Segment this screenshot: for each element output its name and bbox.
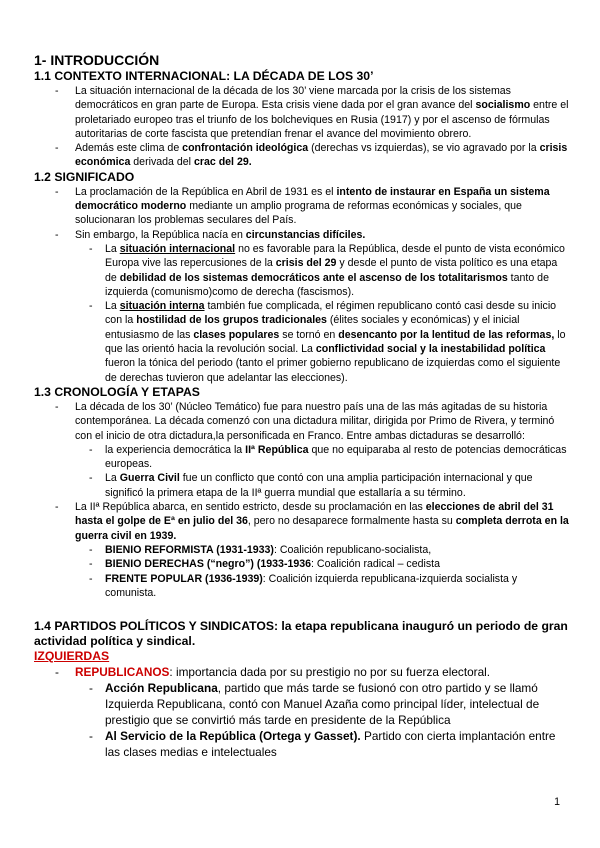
list-item: - Acción Republicana, partido que más tarde se fusionó con otro partido y se llamó Izquierda Republicana, contó con Manuel Azaña como principal líder, intelectual de prestigio que se convirtió más tarde en presidente de la República	[34, 680, 570, 728]
section-1-3-list-b	[34, 500, 570, 543]
list-item: - FRENTE POPULAR (1936-1939): Coalición izquierda republicana-izquierda socialista y comunista.	[34, 572, 570, 601]
list-item: - REPUBLICANOS: importancia dada por su prestigio no por su fuerza electoral.	[34, 664, 570, 680]
list-item: - La década de los 30’ (Núcleo Temático) fue para nuestro país una de las más agitadas de su historia contemporánea. La década comenzó con una dictadura militar, dirigida por Primo de Rivera, y terminó con el inicio de otra dictadura,la personificada en Franco. Entre ambas dictaduras se desarrolló:	[34, 400, 570, 443]
section-1-3-list	[34, 400, 570, 443]
list-item: - Además este clima de confrontación ideológica (derechas vs izquierdas), se vio agravado por la crisis económica derivada del crac del 29.	[34, 141, 570, 170]
section-heading-1-3: 1.3 CRONOLOGÍA Y ETAPAS	[34, 384, 200, 399]
list-item: - la experiencia democrática la IIª República que no equiparaba al resto de potencias democráticas europeas.	[34, 443, 570, 472]
doc-title: 1- INTRODUCCIÓN	[34, 52, 160, 68]
list-item: - La situación interna también fue complicada, el régimen republicano contó casi desde su inicio con la hostilidad de los grupos tradicionales (élites sociales y económicas) y el inicial entusiasmo de las clases populares se tornó en desencanto por la lentitud de las reformas, lo que las orientó hacia la revolución social. La conflictividad social y la inestabilidad política fueron la tónica del periodo (tanto el primer gobierno republicano de izquierdas como el siguiente de derechas tuvieron que adelantar las elecciones).	[34, 299, 570, 385]
section-heading-1-4: 1.4 PARTIDOS POLÍTICOS Y SINDICATOS: la etapa republicana inauguró un periodo de gran actividad política y sindical.	[34, 619, 568, 649]
list-item: - La Guerra Civil fue un conflicto que contó con una amplia participación internacional y que significó la primera etapa de la IIª guerra mundial que estallaría a su término.	[34, 471, 570, 500]
section-1-4-list	[34, 664, 570, 680]
list-item: - BIENIO REFORMISTA (1931-1933): Coalición republicano-socialista,	[34, 543, 570, 557]
list-item: - Sin embargo, la República nacía en circunstancias difíciles.	[34, 228, 570, 242]
document-page	[34, 52, 570, 760]
section-1-2-sublist	[34, 242, 570, 385]
subheading-izquierdas: IZQUIERDAS	[34, 649, 110, 664]
page-number: 1	[554, 796, 560, 808]
list-item: - Al Servicio de la República (Ortega y Gasset). Partido con cierta implantación entre las clases medias e intelectuales	[34, 728, 570, 760]
section-1-3-sublist-a	[34, 443, 570, 500]
section-heading-1-1: 1.1 CONTEXTO INTERNACIONAL: LA DÉCADA DE LOS 30’	[34, 69, 374, 83]
section-1-4-sublist	[34, 680, 570, 760]
list-item: - La situación internacional de la década de los 30’ viene marcada por la crisis de los sistemas democráticos en gran parte de Europa. Esta crisis viene dada por el gran avance del socialismo entre el proletariado europeo tras el triunfo de los bolcheviques en Rusia (1917) y por el ascenso de fórmulas autoritarias de corte fascista que pretendían frenar el avance del movimiento obrero.	[34, 84, 570, 141]
section-heading-1-2: 1.2 SIGNIFICADO	[34, 169, 135, 184]
list-item: - La proclamación de la República en Abril de 1931 es el intento de instaurar en España un sistema democrático moderno mediante un amplio programa de reformas económicas y sociales, que solucionaran los problemas seculares del País.	[34, 185, 570, 228]
section-1-2-list	[34, 185, 570, 242]
section-1-1-list	[34, 84, 570, 170]
list-item: - BIENIO DERECHAS (“negro”) (1933-1936: Coalición radical – cedista	[34, 557, 570, 571]
list-item: - La IIª República abarca, en sentido estricto, desde su proclamación en las elecciones de abril del 31 hasta el golpe de Eª en julio del 36, pero no desaparece formalmente hasta su completa derrota en la guerra civil en 1939.	[34, 500, 570, 543]
section-1-3-sublist-b	[34, 543, 570, 600]
list-item: - La situación internacional no es favorable para la República, desde el punto de vista económico Europa vive las repercusiones de la crisis del 29 y desde el punto de vista político es una etapa de debilidad de los sistemas democráticos ante el ascenso de los totalitarismos tanto de izquierda (comunismo)como de derecha (fascismos).	[34, 242, 570, 299]
